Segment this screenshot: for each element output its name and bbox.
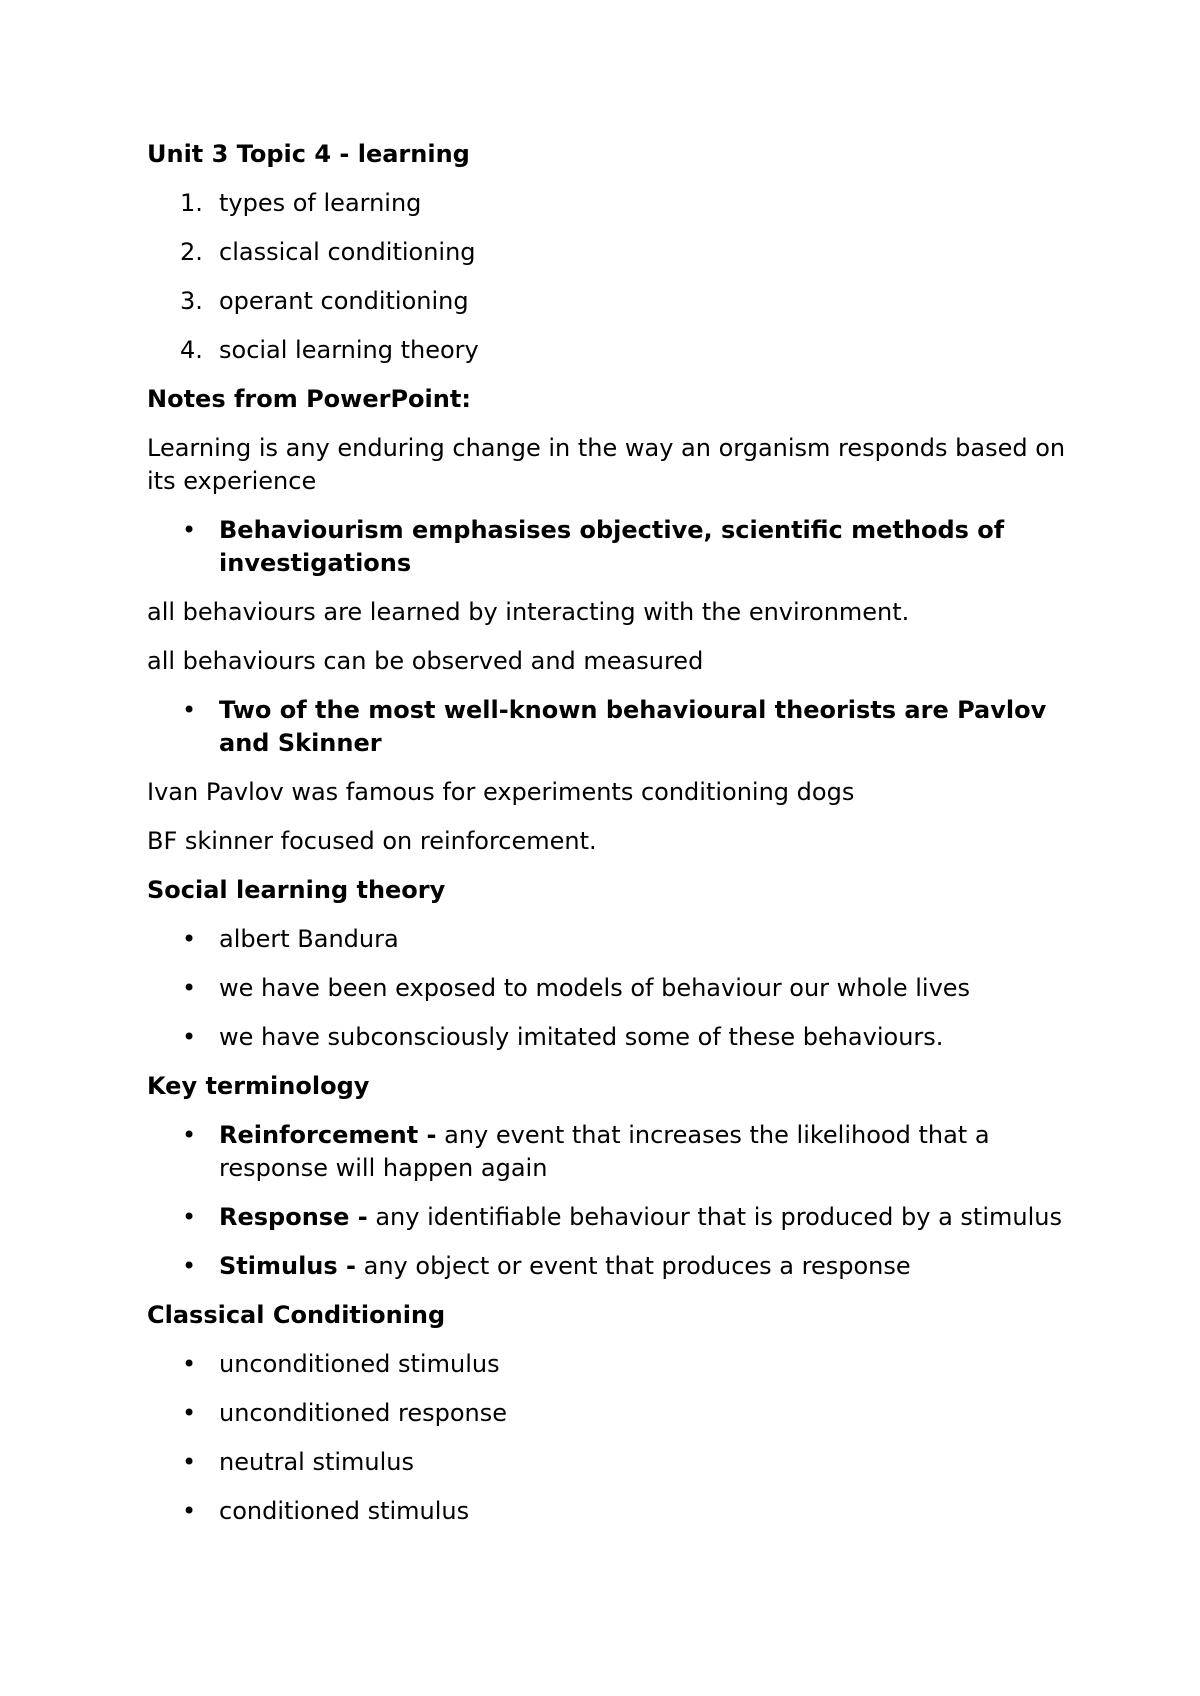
term-definition: any event that increases the likelihood that a response will happen again bbox=[219, 1121, 990, 1182]
list-item bbox=[147, 1348, 1077, 1381]
behaviourism-list bbox=[147, 514, 1077, 580]
list-item-text: neutral stimulus bbox=[219, 1448, 415, 1476]
list-item-text: Behaviourism emphasises objective, scientific methods of investigations bbox=[219, 516, 1005, 577]
list-item bbox=[147, 1201, 1077, 1234]
list-number: 4. bbox=[180, 336, 203, 364]
term-definition: any object or event that produces a response bbox=[356, 1252, 911, 1280]
term-name: Response - bbox=[219, 1203, 368, 1231]
bullet-icon: • bbox=[182, 1023, 197, 1051]
list-item bbox=[147, 1495, 1077, 1528]
list-item-text: we have been exposed to models of behaviour our whole lives bbox=[219, 974, 971, 1002]
key-terminology-heading: Key terminology bbox=[147, 1072, 370, 1100]
bullet-icon: • bbox=[182, 1399, 197, 1427]
list-item-text: albert Bandura bbox=[219, 925, 399, 953]
list-number: 3. bbox=[180, 287, 203, 315]
topic-list bbox=[147, 187, 1077, 367]
list-item bbox=[147, 334, 1077, 367]
list-item-text: we have subconsciously imitated some of these behaviours. bbox=[219, 1023, 944, 1051]
classical-conditioning-heading: Classical Conditioning bbox=[147, 1301, 446, 1329]
learning-definition: Learning is any enduring change in the way an organism responds based on its experience bbox=[147, 434, 1066, 495]
bullet-icon: • bbox=[182, 974, 197, 1002]
list-item-text: unconditioned response bbox=[219, 1399, 508, 1427]
bullet-icon: • bbox=[182, 1350, 197, 1378]
bullet-icon: • bbox=[182, 1252, 197, 1280]
list-item bbox=[147, 285, 1077, 318]
list-item bbox=[147, 236, 1077, 269]
list-item-text: types of learning bbox=[219, 189, 422, 217]
classical-conditioning-list bbox=[147, 1348, 1077, 1528]
list-number: 1. bbox=[180, 189, 203, 217]
term-name: Stimulus - bbox=[219, 1252, 356, 1280]
bullet-icon: • bbox=[182, 1448, 197, 1476]
notes-heading: Notes from PowerPoint: bbox=[147, 385, 471, 413]
list-item-text: operant conditioning bbox=[219, 287, 469, 315]
list-number: 2. bbox=[180, 238, 203, 266]
list-item bbox=[147, 1119, 1077, 1185]
social-learning-heading: Social learning theory bbox=[147, 876, 446, 904]
list-item bbox=[147, 1446, 1077, 1479]
term-definition: any identifiable behaviour that is produced by a stimulus bbox=[367, 1203, 1062, 1231]
bullet-icon: • bbox=[182, 925, 197, 953]
list-item bbox=[147, 187, 1077, 220]
key-terms-list bbox=[147, 1119, 1077, 1283]
list-item-text: conditioned stimulus bbox=[219, 1497, 470, 1525]
list-item-text: social learning theory bbox=[219, 336, 479, 364]
document-page bbox=[147, 138, 1077, 1544]
skinner-line: BF skinner focused on reinforcement. bbox=[147, 827, 597, 855]
list-item bbox=[147, 972, 1077, 1005]
list-item bbox=[147, 694, 1077, 760]
list-item-text: Two of the most well-known behavioural theorists are Pavlov and Skinner bbox=[219, 696, 1047, 757]
theorists-list bbox=[147, 694, 1077, 760]
bullet-icon: • bbox=[182, 1121, 197, 1149]
list-item bbox=[147, 923, 1077, 956]
document-title: Unit 3 Topic 4 - learning bbox=[147, 140, 470, 168]
observe-line: all behaviours can be observed and measured bbox=[147, 647, 704, 675]
term-name: Reinforcement - bbox=[219, 1121, 437, 1149]
environment-line: all behaviours are learned by interacting with the environment. bbox=[147, 598, 910, 626]
list-item-text: unconditioned stimulus bbox=[219, 1350, 500, 1378]
list-item bbox=[147, 1021, 1077, 1054]
bullet-icon: • bbox=[182, 696, 197, 724]
list-item bbox=[147, 514, 1077, 580]
list-item-text: classical conditioning bbox=[219, 238, 476, 266]
list-item bbox=[147, 1250, 1077, 1283]
pavlov-line: Ivan Pavlov was famous for experiments conditioning dogs bbox=[147, 778, 855, 806]
bullet-icon: • bbox=[182, 1203, 197, 1231]
bullet-icon: • bbox=[182, 516, 197, 544]
social-learning-list bbox=[147, 923, 1077, 1054]
list-item bbox=[147, 1397, 1077, 1430]
bullet-icon: • bbox=[182, 1497, 197, 1525]
